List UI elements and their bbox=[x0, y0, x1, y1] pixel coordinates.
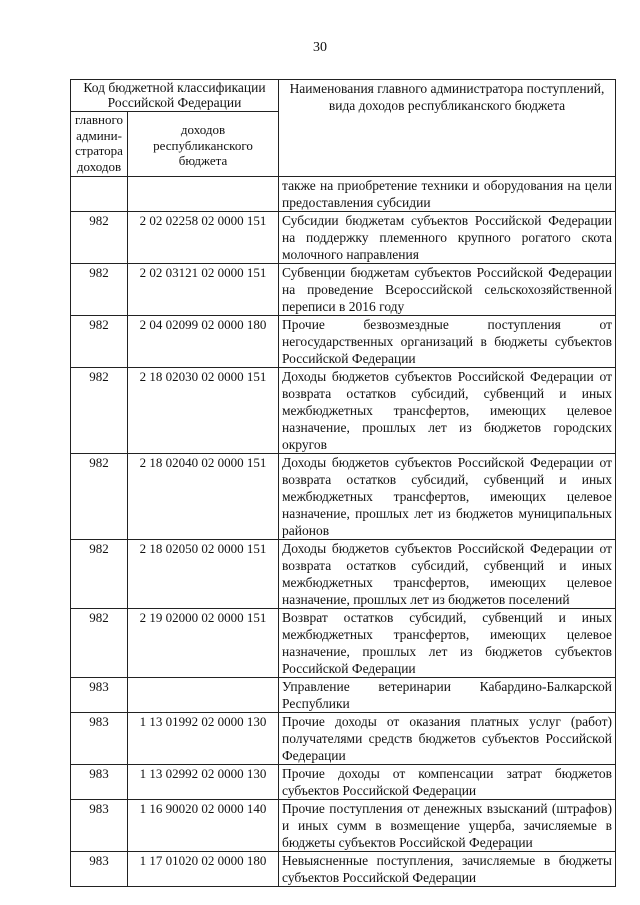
table-row bbox=[71, 368, 616, 454]
admin-code: 982 bbox=[71, 540, 128, 609]
revenue-code: 2 02 02258 02 0000 151 bbox=[128, 212, 279, 264]
revenue-name: Доходы бюджетов субъектов Российской Федерации от возврата остатков субсидий, субвенций и иных межбюджетных трансфертов, имеющих целевое назначение, прошлых лет из бюджетов городских округов bbox=[279, 368, 616, 454]
table-row bbox=[71, 852, 616, 887]
admin-code: 982 bbox=[71, 454, 128, 540]
admin-code: 982 bbox=[71, 609, 128, 678]
revenue-name: Прочие поступления от денежных взысканий (штрафов) и иных сумм в возмещение ущерба, зачисляемые в бюджеты субъектов Российской Федерации bbox=[279, 800, 616, 852]
table-row bbox=[71, 540, 616, 609]
header-classification: Код бюджетной классификации Российской Федерации bbox=[71, 80, 279, 112]
revenue-code: 2 02 03121 02 0000 151 bbox=[128, 264, 279, 316]
table-row bbox=[71, 316, 616, 368]
admin-code: 982 bbox=[71, 316, 128, 368]
revenue-name: Возврат остатков субсидий, субвенций и иных межбюджетных трансфертов, имеющих целевое назначение, прошлых лет из бюджетов субъектов Российской Федерации bbox=[279, 609, 616, 678]
table-row bbox=[71, 609, 616, 678]
table-row bbox=[71, 264, 616, 316]
revenue-code: 1 13 02992 02 0000 130 bbox=[128, 765, 279, 800]
header-admin: главного админи-стратора доходов bbox=[71, 112, 128, 177]
table-row bbox=[71, 678, 616, 713]
admin-code: 983 bbox=[71, 678, 128, 713]
revenue-code bbox=[128, 177, 279, 212]
budget-classification-table bbox=[70, 79, 616, 887]
revenue-code: 1 13 01992 02 0000 130 bbox=[128, 713, 279, 765]
table-row bbox=[71, 454, 616, 540]
revenue-name: Субсидии бюджетам субъектов Российской Федерации на поддержку племенного крупного рогатого скота молочного направления bbox=[279, 212, 616, 264]
revenue-name: Доходы бюджетов субъектов Российской Федерации от возврата остатков субсидий, субвенций и иных межбюджетных трансфертов, имеющих целевое назначение, прошлых лет из бюджетов муниципальных районов bbox=[279, 454, 616, 540]
table-row bbox=[71, 177, 616, 212]
table-row bbox=[71, 212, 616, 264]
revenue-name: Прочие доходы от оказания платных услуг (работ) получателями средств бюджетов субъектов Российской Федерации bbox=[279, 713, 616, 765]
revenue-name: Управление ветеринарии Кабардино-Балкарской Республики bbox=[279, 678, 616, 713]
revenue-code: 1 17 01020 02 0000 180 bbox=[128, 852, 279, 887]
revenue-name: Субвенции бюджетам субъектов Российской Федерации на проведение Всероссийской сельскохозяйственной переписи в 2016 году bbox=[279, 264, 616, 316]
admin-code: 982 bbox=[71, 212, 128, 264]
revenue-code bbox=[128, 678, 279, 713]
admin-code: 982 bbox=[71, 264, 128, 316]
table-row bbox=[71, 765, 616, 800]
header-name: Наименования главного администратора поступлений, вида доходов республиканского бюджета bbox=[279, 80, 616, 177]
revenue-name: также на приобретение техники и оборудования на цели предоставления субсидии bbox=[279, 177, 616, 212]
revenue-name: Прочие безвозмездные поступления от негосударственных организаций в бюджеты субъектов Российской Федерации bbox=[279, 316, 616, 368]
revenue-code: 2 18 02050 02 0000 151 bbox=[128, 540, 279, 609]
admin-code: 983 bbox=[71, 713, 128, 765]
admin-code: 983 bbox=[71, 800, 128, 852]
header-revenue: доходов республиканского бюджета bbox=[128, 112, 279, 177]
admin-code: 983 bbox=[71, 765, 128, 800]
table-row bbox=[71, 713, 616, 765]
revenue-name: Прочие доходы от компенсации затрат бюджетов субъектов Российской Федерации bbox=[279, 765, 616, 800]
revenue-name: Доходы бюджетов субъектов Российской Федерации от возврата остатков субсидий, субвенций и иных межбюджетных трансфертов, имеющих целевое назначение, прошлых лет из бюджетов поселений bbox=[279, 540, 616, 609]
admin-code: 983 bbox=[71, 852, 128, 887]
revenue-code: 2 18 02040 02 0000 151 bbox=[128, 454, 279, 540]
revenue-code: 2 18 02030 02 0000 151 bbox=[128, 368, 279, 454]
table-row bbox=[71, 800, 616, 852]
admin-code: 982 bbox=[71, 368, 128, 454]
admin-code bbox=[71, 177, 128, 212]
revenue-code: 1 16 90020 02 0000 140 bbox=[128, 800, 279, 852]
revenue-code: 2 19 02000 02 0000 151 bbox=[128, 609, 279, 678]
revenue-name: Невыясненные поступления, зачисляемые в бюджеты субъектов Российской Федерации bbox=[279, 852, 616, 887]
page-number: 30 bbox=[313, 40, 327, 55]
revenue-code: 2 04 02099 02 0000 180 bbox=[128, 316, 279, 368]
